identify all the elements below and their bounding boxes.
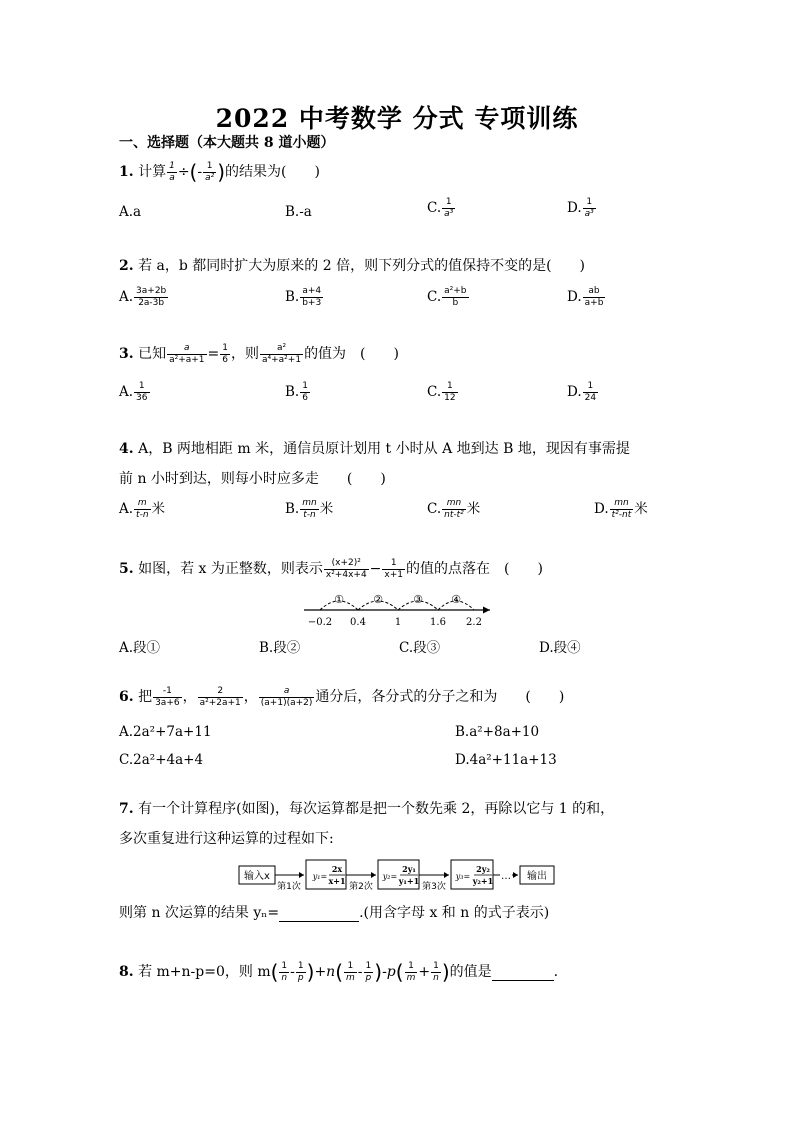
question-5: 5. 如图，若 x 为正整数，则表示 $\frac{\text{(x+2)²}}{\text{x²+4x+4}}$ − $\frac{1}{x+1}$ 的值的点落在 ( ) (119, 557, 543, 580)
question-text: 若 a，b 都同时扩大为原来的 2 倍，则下列分式的值保持不变的是( ) (138, 258, 586, 274)
option-d: D. $\frac{ab}{a+b}$ (567, 286, 604, 308)
question-text: 把 (138, 689, 153, 705)
fraction: $\frac{1}{a}$ (169, 160, 175, 183)
fraction: $\frac{1}{\text{a²}}$ (205, 160, 215, 183)
question-number: 4. (119, 441, 134, 457)
option-d: D. $\frac{mn}{\text{t²-nt}}$ 米 (594, 498, 648, 520)
paren: ) (217, 160, 226, 184)
question-number: 8. (119, 964, 134, 980)
answer-blank[interactable] (492, 964, 554, 981)
segment-label: ④ (451, 593, 461, 606)
question-text: 则第 n 次运算的结果 yₙ= (119, 905, 280, 921)
option-a: A. $\frac{m}{t-n}$ 米 (119, 498, 166, 520)
option-a: A.a (119, 204, 142, 220)
question-number: 5. (119, 561, 134, 577)
question-number: 6. (119, 689, 134, 705)
question-7 (119, 798, 614, 818)
question-text: 有一个计算程序(如图)，每次运算都是把一个数先乘 2，再除以它与 1 的和， (138, 801, 615, 817)
question-7-line2: 多次重复进行这种运算的过程如下: (119, 831, 334, 847)
tick-label: 1.6 (430, 617, 446, 628)
option-d: D.4a²+11a+13 (455, 752, 557, 768)
formula-lhs: y₃= (455, 872, 471, 881)
ellipsis: … (501, 871, 511, 882)
output-label: 输出 (527, 871, 547, 882)
question-6: 6. 把 $\frac{-1}{3a+6}$ ， $\frac{2}{\text{a²+2a+1}}$ ， $\frac{a}{(a+1)(a+2)}$ 通分后，各分式的分子之和为 ( ) (119, 685, 565, 708)
formula-lhs: y₁= (312, 872, 328, 881)
formula-den: x+1 (328, 876, 346, 886)
question-number: 1. (119, 164, 134, 180)
number-line-figure (300, 586, 500, 630)
question-3: 3. 已知 $\frac{a}{\text{a²+a+1}}$ = $\frac{1}{6}$ ，则 $\frac{\text{a²}}{\text{a⁴+a²+1}}$ 的值为 ( ) (119, 342, 399, 365)
option-c: C.段③ (399, 640, 441, 656)
tick-label: 2.2 (466, 617, 482, 628)
tick-label: 1 (394, 617, 402, 628)
question-4 (119, 438, 630, 458)
segment-label: ② (373, 593, 383, 606)
step-label: 第1次 (277, 882, 301, 892)
tick-label: 0.4 (350, 617, 366, 628)
option-b: B. $\frac{a+4}{b+3}$ (285, 286, 322, 308)
formula-num: 2y₂ (476, 864, 490, 874)
question-text: A，B 两地相距 m 米，通信员原计划用 t 小时从 A 地到达 B 地，现因有事需提 (138, 441, 630, 457)
option-c: C. $\frac{mn}{\text{nt-t²}}$ 米 (427, 498, 481, 520)
section-heading: 一、选择题（本大题共 8 道小题） (119, 135, 335, 151)
option-d: D.段④ (539, 640, 581, 656)
option-c: C. $\frac{1}{\text{a³}}$ (427, 197, 454, 219)
segment-label: ① (334, 593, 344, 606)
option-a: A. $\frac{1}{36}$ (119, 381, 148, 403)
question-number: 7. (119, 801, 134, 817)
question-number: 2. (119, 258, 134, 274)
option-c: C.2a²+4a+4 (119, 752, 204, 768)
formula-den: y₂+1 (472, 876, 494, 886)
option-d: D. $\frac{1}{\text{a³}}$ (567, 197, 594, 219)
question-text: .(用含字母 x 和 n 的式子表示) (359, 905, 550, 921)
option-b: B.a²+8a+10 (455, 724, 540, 740)
option-a: A.段① (119, 640, 161, 656)
formula-num: 2x (331, 864, 343, 874)
option-c: C. $\frac{1}{12}$ (427, 381, 456, 403)
formula-lhs: y₂= (382, 872, 398, 881)
question-text: 若 m+n-p=0，则 m (138, 964, 271, 980)
step-label: 第2次 (349, 882, 373, 892)
question-1 (119, 160, 320, 184)
question-text: 的结果为( ) (225, 164, 320, 180)
operator: ÷ (177, 164, 190, 180)
question-number: 3. (119, 346, 134, 362)
operator: - (197, 164, 203, 180)
input-label: 输入x (244, 871, 270, 882)
tick-label: −0.2 (307, 617, 333, 628)
question-text: 计算 (138, 164, 167, 180)
option-b: B. $\frac{mn}{t-n}$ 米 (285, 498, 334, 520)
step-label: 第3次 (422, 882, 446, 892)
formula-den: y₁+1 (398, 876, 420, 886)
option-c: C. $\frac{\text{a²+b}}{b}$ (427, 286, 467, 308)
question-2 (119, 255, 585, 275)
option-a: A.2a²+7a+11 (119, 724, 212, 740)
segment-label: ③ (413, 593, 423, 606)
question-7-line3 (119, 902, 549, 922)
option-b: B.-a (285, 204, 312, 220)
paren: ( (189, 160, 198, 184)
option-b: B. $\frac{1}{6}$ (285, 381, 308, 403)
option-d: D. $\frac{1}{24}$ (567, 381, 597, 403)
question-4-line2: 前 n 小时到达，则每小时应多走 ( ) (119, 471, 386, 487)
question-text: 如图，若 x 为正整数，则表示 (138, 561, 323, 577)
option-a: A. $\frac{3a+2b}{2a-3b}$ (119, 286, 167, 308)
page-title: 2022 中考数学 分式 专项训练 (215, 104, 579, 133)
flow-diagram (238, 857, 558, 893)
formula-num: 2y₁ (402, 864, 416, 874)
question-8: 8. 若 m+n-p=0，则 m( $\frac{1}{n}$ - $\frac{1}{p}$ )+n( $\frac{1}{m}$ - $\frac{1}{p}$ )-p( $\frac{1}{m}$ + $\frac{1}{n}$ )的值是 . (119, 960, 559, 984)
answer-blank[interactable] (279, 905, 359, 922)
option-b: B.段② (259, 640, 301, 656)
question-text: 已知 (138, 346, 167, 362)
